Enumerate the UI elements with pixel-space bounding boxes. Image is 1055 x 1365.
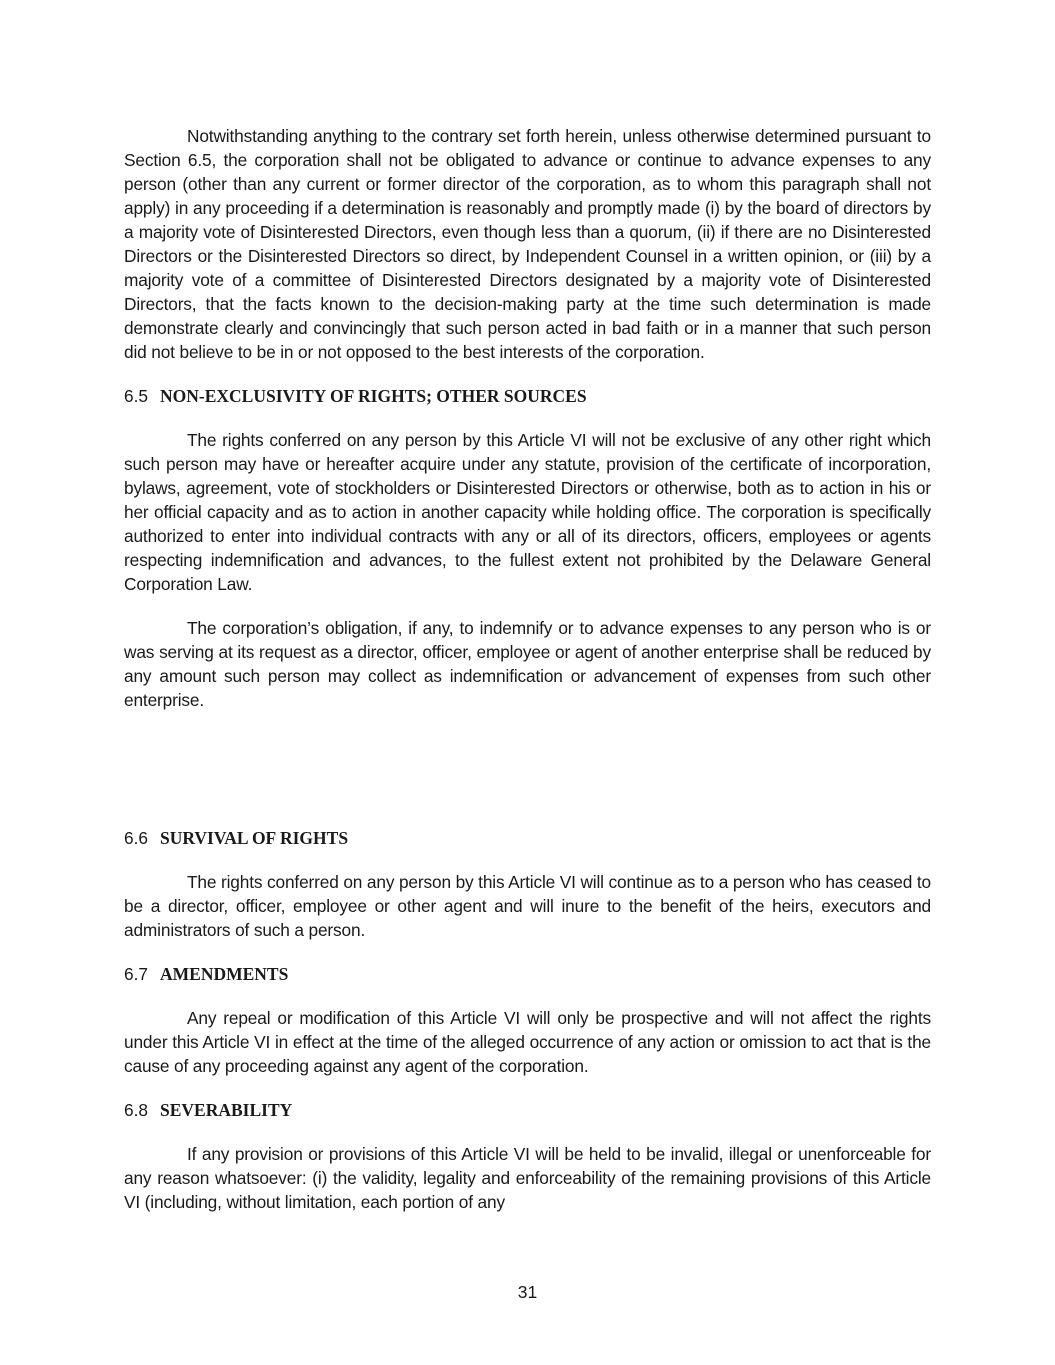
section-heading-6-5: [124, 384, 931, 408]
section-number: 6.5: [124, 386, 149, 406]
paragraph-non-exclusivity: The rights conferred on any person by this Article VI will not be exclusive of any other right which such person may have or hereafter acquire under any statute, provision of the certificate of incorporation, bylaws, agreement, vote of stockholders or Disinterested Directors or otherwise, both as to action in his or her official capacity and as to action in another capacity while holding office. The corporation is specifically authorized to enter into individual contracts with any or all of its directors, officers, employees or agents respecting indemnification and advances, to the fullest extent not prohibited by the Delaware General Corporation Law.: [124, 430, 931, 594]
section-title: SEVERABILITY: [160, 1100, 293, 1120]
paragraph-severability: If any provision or provisions of this Article VI will be held to be invalid, illegal or unenforceable for any reason whatsoever: (i) the validity, legality and enforceability of the remaining provisions of this Article VI (including, without limitation, each portion of any: [124, 1144, 931, 1212]
section-heading-6-7: [124, 962, 931, 986]
section-number: 6.7: [124, 964, 149, 984]
section-title: AMENDMENTS: [160, 964, 289, 984]
page-number: 31: [517, 1282, 538, 1302]
paragraph-other-sources: The corporation’s obligation, if any, to indemnify or to advance expenses to any person who is or was serving at its request as a director, officer, employee or agent of another enterprise shall be reduced by any amount such person may collect as indemnification or advancement of expenses from such other enterprise.: [124, 618, 931, 710]
section-heading-6-6: [124, 826, 931, 850]
paragraph-amendments: Any repeal or modification of this Article VI will only be prospective and will not affect the rights under this Article VI in effect at the time of the alleged occurrence of any action or omission to act that is the cause of any proceeding against any agent of the corporation.: [124, 1008, 931, 1076]
paragraph-survival-of-rights: The rights conferred on any person by this Article VI will continue as to a person who has ceased to be a director, officer, employee or other agent and will inure to the benefit of the heirs, executors and administrators of such a person.: [124, 872, 931, 940]
section-title: NON-EXCLUSIVITY OF RIGHTS; OTHER SOURCES: [160, 386, 587, 406]
section-number: 6.6: [124, 828, 149, 848]
page-body: [124, 124, 931, 1234]
section-title: SURVIVAL OF RIGHTS: [160, 828, 349, 848]
page-spacer: [124, 732, 931, 826]
section-heading-6-8: [124, 1098, 931, 1122]
paragraph-advancement-determination: Notwithstanding anything to the contrary set forth herein, unless otherwise determined pursuant to Section 6.5, the corporation shall not be obligated to advance or continue to advance expenses to any person (other than any current or former director of the corporation, as to whom this paragraph shall not apply) in any proceeding if a determination is reasonably and promptly made (i) by the board of directors by a majority vote of Disinterested Directors, even though less than a quorum, (ii) if there are no Disinterested Directors or the Disinterested Directors so direct, by Independent Counsel in a written opinion, or (iii) by a majority vote of a committee of Disinterested Directors designated by a majority vote of Disinterested Directors, that the facts known to the decision-making party at the time such determination is made demonstrate clearly and convincingly that such person acted in bad faith or in a manner that such person did not believe to be in or not opposed to the best interests of the corporation.: [124, 126, 931, 362]
section-number: 6.8: [124, 1100, 149, 1120]
